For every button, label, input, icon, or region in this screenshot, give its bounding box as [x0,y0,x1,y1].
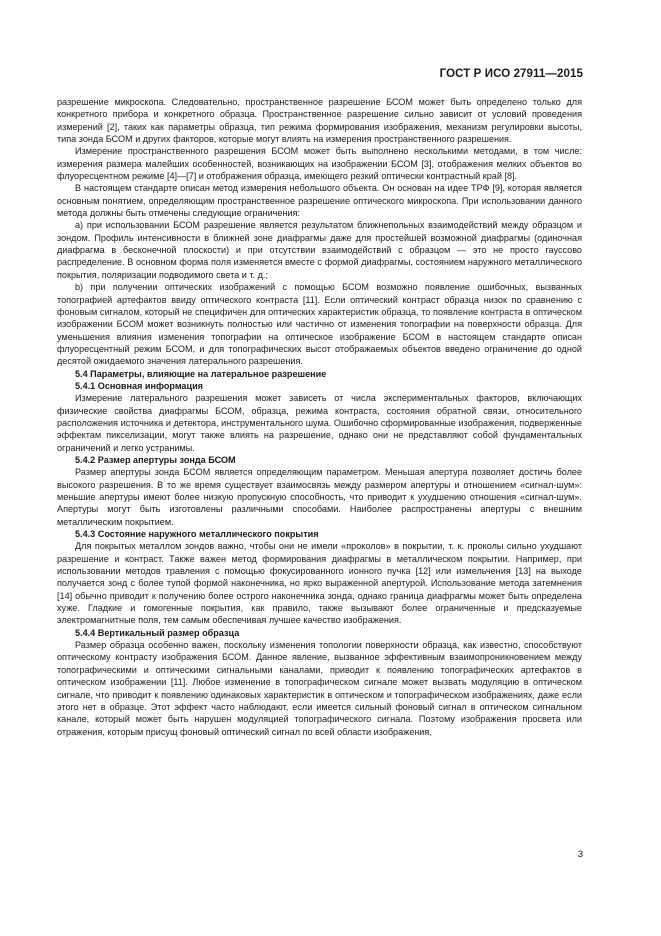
paragraph: Измерение пространственного разрешения БСОМ может быть выполнено несколькими методами, в том числе: измерения размера малейших особенностей, возникающих на изображении БСОМ [3], отображения мелких объектов во флуоресцентном режиме [4]—[7] и отображения образца, имеющего резкий оптически контрастный край [8]. [57,146,582,182]
page-number: 3 [577,849,583,860]
paragraph: разрешение микроскопа. Следовательно, пространственное разрешение БСОМ может быть определено только для конкретного прибора и конкретного образца. Пространственное разрешение сильно зависит от условий проведения измерений [2], таких как параметры образца, тип режима формирования изображения, механизм регулировки высоты, типа зонда БСОМ и других факторов, которые могут влиять на измерения пространственного разрешения. [57,97,582,145]
paragraph: Размер образца особенно важен, поскольку изменения топологии поверхности образца, как известно, способствуют оптическому контрасту изображения БСОМ. Данное явление, вызванное эффективным взаимопроникновением между топографическими и оптическими сигнальными каналами, приводит к появлению топографических артефактов в оптическом изображении [11]. Любое изменение в топографическом сигнале может вызвать модуляцию в оптическом сигнале, что приводит к появлению одинаковых характеристик в оптическом и топографическом изображениях, даже если этого нет в образце. Этот эффект часто наблюдают, если имеется сильный фоновый сигнал в оптическом сигнальном канале, который может быть нарушен модуляцией топографического сигнала. Поэтому изображения просвета или отражения, которым присущ фоновый оптический сигнал по всей области изображения, [57,640,582,737]
list-item-a: а) при использовании БСОМ разрешение является результатом ближнепольных взаимодействий между образцом и зондом. Профиль интенсивности в ближней зоне диафрагмы даже для простейшей возможной диафрагмы (одиночная диафрагма в бесконечной плоскости) и при отсутствии взаимодействий с образцом — это не просто гауссово распределение. В основном форма поля изменяется вместе с формой диафрагмы, состоянием наружного металлического покрытия, поляризации подводимого света и т. д.; [57,220,582,280]
subsection-heading-5-4-1: 5.4.1 Основная информация [75,380,203,391]
subsection-heading-5-4-2: 5.4.2 Размер апертуры зонда БСОМ [75,454,236,465]
paragraph: Измерение латерального разрешения может зависеть от числа экспериментальных факторов, включающих физические свойства диафрагмы БСОМ, образца, режима контраста, состояния обратной связи, относительного расположения источника и детектора, инструментального шума. Ошибочно сформированные изображения, подверженные эффектам пикселизации, могут также влиять на разрешение, однако они не представляют собой фундаментальных ограничений и легко устранимы. [57,393,582,453]
list-item-b: b) при получении оптических изображений с помощью БСОМ возможно появление ошибочных, вызванных топографией артефактов ввиду оптического контраста [11]. Если оптический контраст образца низок по сравнению с фоновым сигналом, который не специфичен для оптических характеристик образца, то появление контраста в оптическом изображении БСОМ может возникнуть полностью или частично от изменения топографии на поверхности образца. Для уменьшения влияния изменения топографии на оптическое изображение БСОМ в настоящем стандарте описан флуоресцентный режим БСОМ, и для топографических высот отображаемых объектов введено ограничение до одной десятой ожидаемого значения латерального разрешения. [57,282,582,367]
paragraph: Размер апертуры зонда БСОМ является определяющим параметром. Меньшая апертура позволяет достичь более высокого разрешения. В то же время существует взаимосвязь между размером апертуры и отношением «сигнал-шум»: меньшие апертуры имеют более низкую пропускную способность, что приводит к ухудшению отношения «сигнал-шум». Апертуры могут быть изготовлены различными способами. Наиболее распространены апертуры с внешним металлическим покрытием. [57,467,582,527]
paragraph: В настоящем стандарте описан метод измерения небольшого объекта. Он основан на идее ТРФ [9], которая является основным понятием, определяющим пространственное разрешение оптического микроскопа. При использовании данного метода должны быть отмечены следующие ограничения: [57,183,582,219]
section-heading-5-4: 5.4 Параметры, влияющие на латеральное разрешение [75,368,327,379]
page-body [57,96,582,738]
paragraph: Для покрытых металлом зондов важно, чтобы они не имели «проколов» в покрытии, т. к. проколы сильно ухудшают разрешение и контраст. Также важен метод формирования диафрагмы в металлическом покрытии. Например, при использовании методов травления с помощью фокусированного ионного пучка [12] или измельчения [13] на выходе получается зонд с более тупой формой наконечника, но ярко выраженной апертурой. Использование метода затемнения [14] обычно приводит к получению более острого наконечника зонда, однако граница диафрагмы может быть определена хуже. Гладкие и гомогенные покрытия, как правило, также вызывают более ограниченные и предсказуемые электромагнитные поля, тем самым обеспечивая лучшее качество изображения. [57,541,582,626]
standard-code: ГОСТ Р ИСО 27911—2015 [439,68,583,80]
subsection-heading-5-4-3: 5.4.3 Состояние наружного металлического покрытия [75,529,319,540]
subsection-heading-5-4-4: 5.4.4 Вертикальный размер образца [75,627,240,638]
